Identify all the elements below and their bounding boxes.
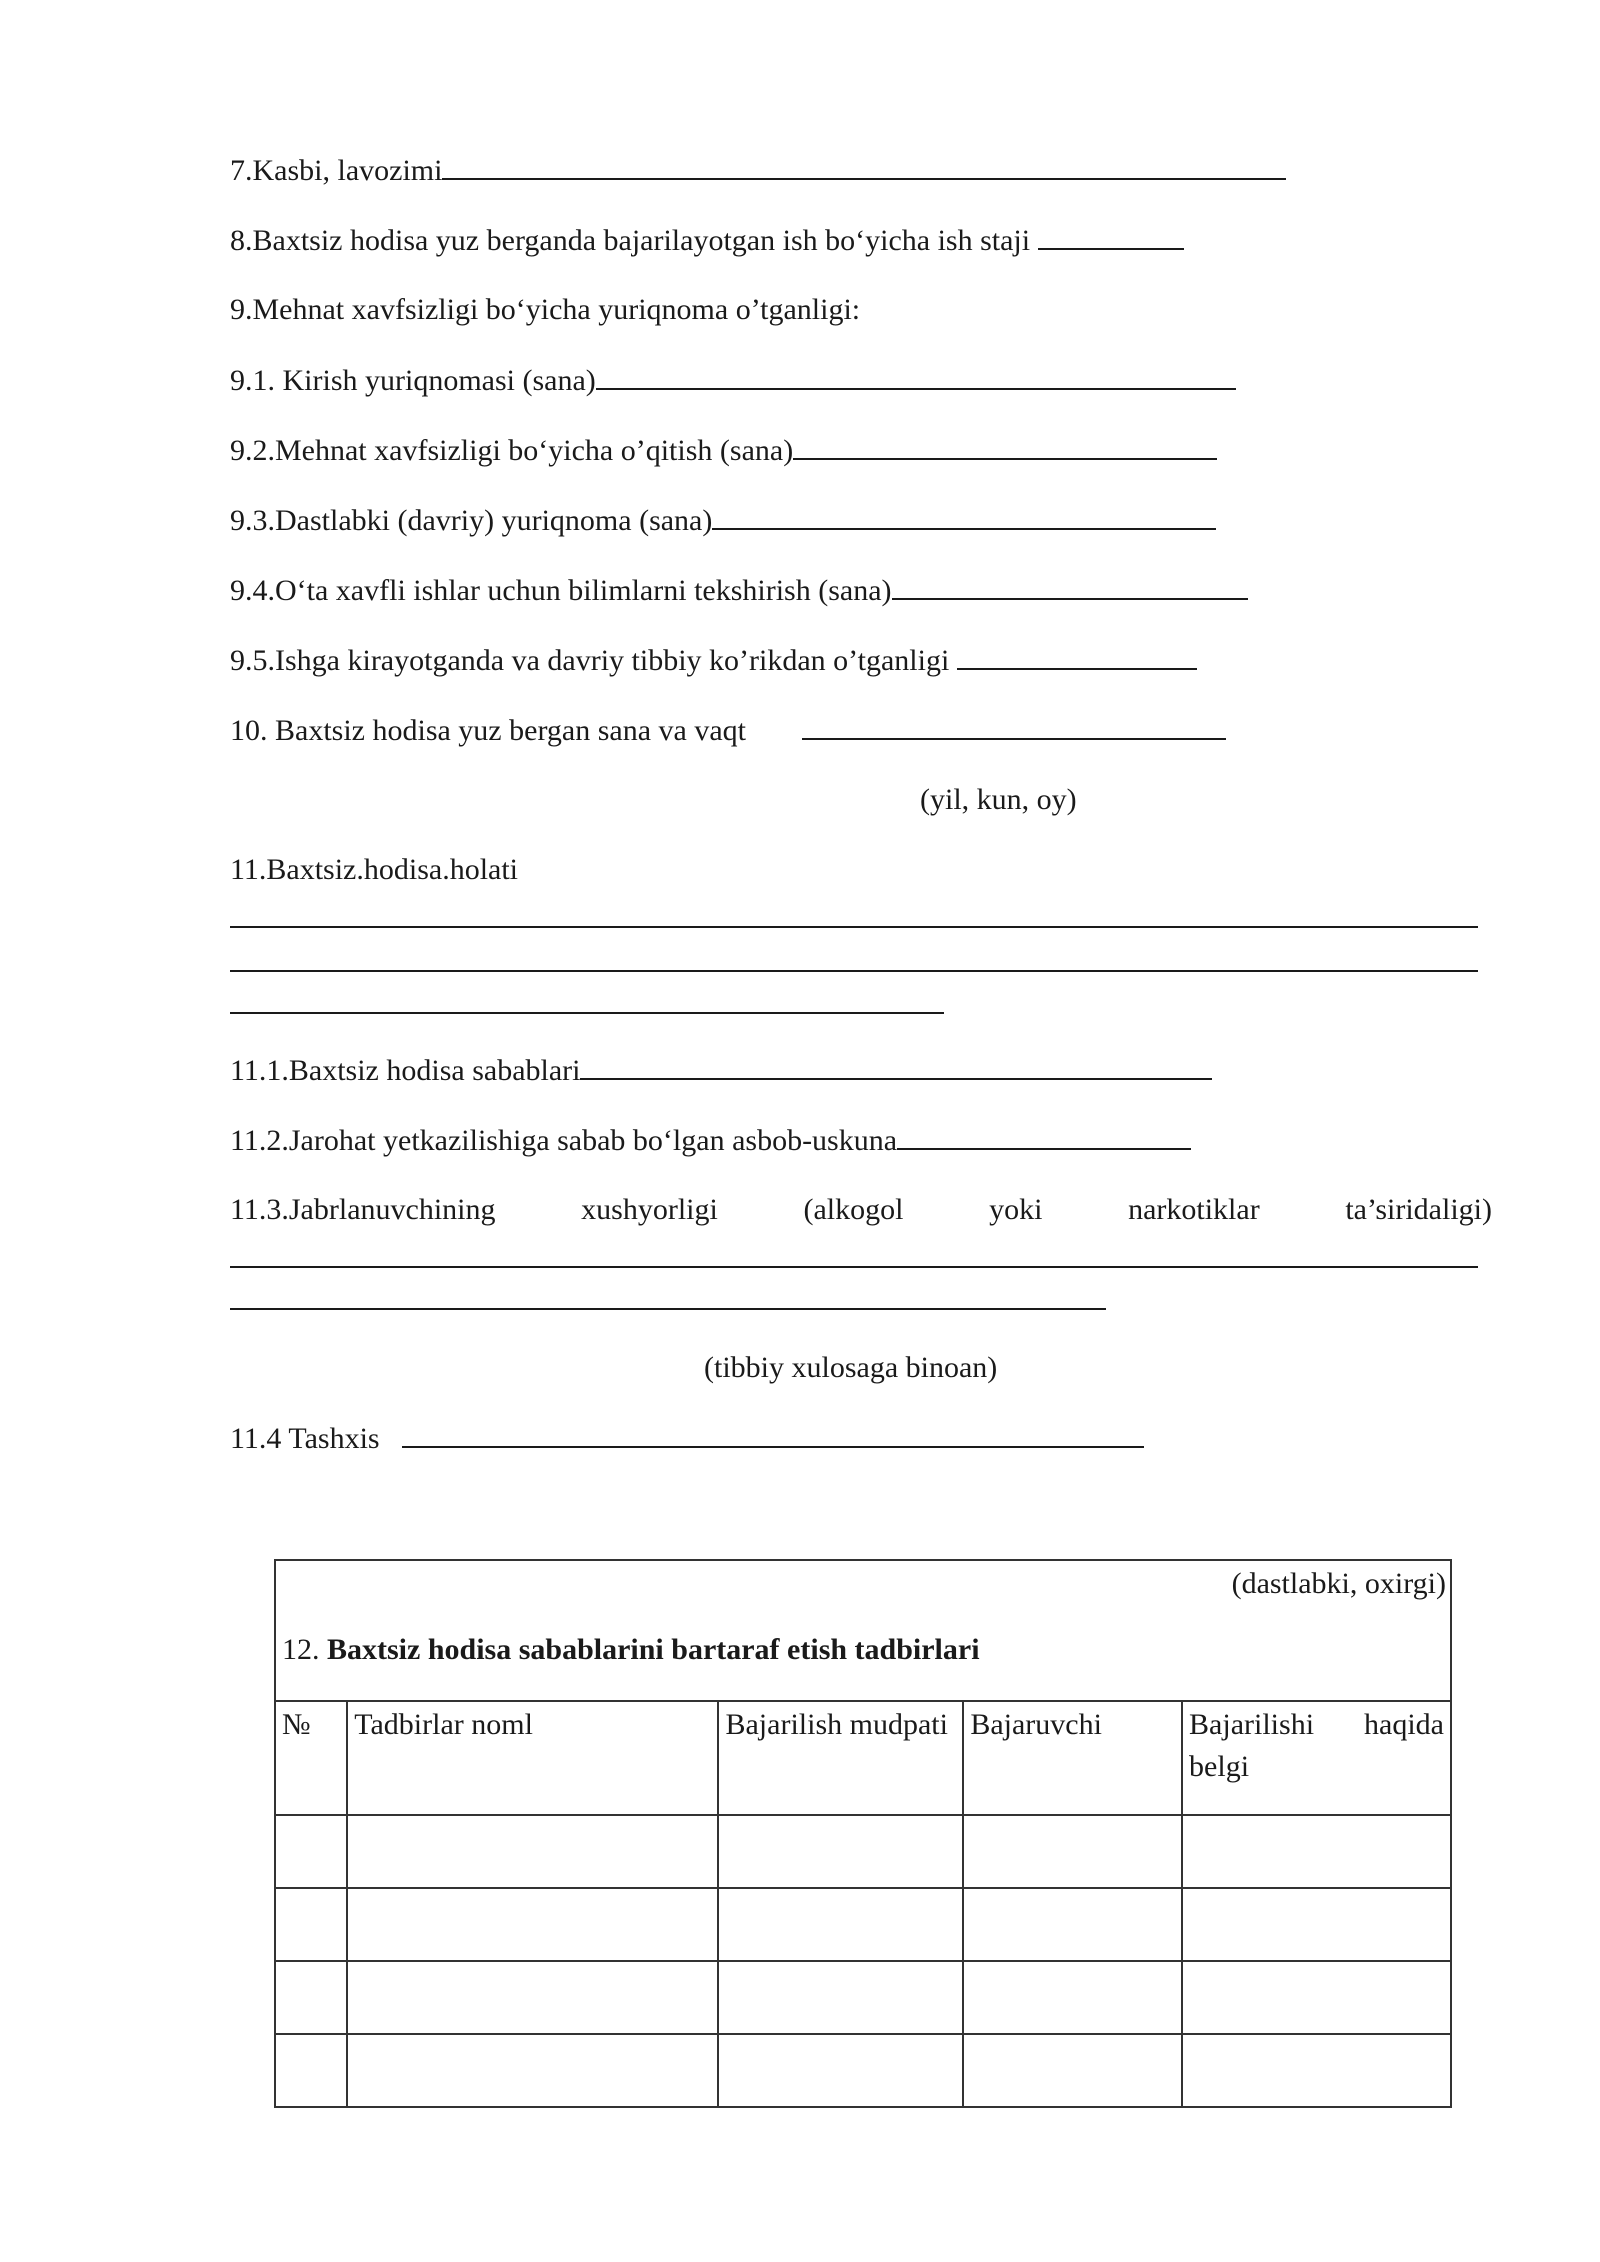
item-11-blank-line-2[interactable]: [230, 970, 1478, 972]
item-11-3-blank-line-2[interactable]: [230, 1308, 1106, 1310]
table-cell[interactable]: [963, 1961, 1182, 2034]
table-corner-note: (dastlabki, oxirgi): [1231, 1567, 1446, 1600]
item-11-1-row: [230, 1052, 1212, 1089]
table-cell[interactable]: [347, 1888, 718, 1961]
item-11-3-row: [230, 1192, 1492, 1228]
table-cell[interactable]: [347, 1961, 718, 2034]
table-cell[interactable]: [1182, 1815, 1451, 1888]
item-8-row: [230, 222, 1184, 259]
item-10-blank[interactable]: [802, 712, 1226, 740]
table-title-number: 12.: [282, 1633, 320, 1666]
item-11-3-word: xushyorligi: [581, 1193, 718, 1226]
table-cell[interactable]: [1182, 1961, 1451, 2034]
table-header-row: [275, 1701, 1451, 1815]
table-cell[interactable]: [963, 1815, 1182, 1888]
item-9-5-blank[interactable]: [957, 642, 1197, 670]
item-10-row: [230, 712, 1226, 749]
item-9-3-row: [230, 502, 1216, 539]
header-completion-mark-word: haqida: [1364, 1708, 1444, 1741]
table-cell[interactable]: [1182, 2034, 1451, 2107]
item-9-3-label: 9.3.Dastlabki (davriy) yuriqnoma (sana): [230, 504, 713, 537]
item-11-4-label: 11.4 Tashxis: [230, 1422, 380, 1455]
table-cell[interactable]: [275, 1961, 347, 2034]
item-9-1-blank[interactable]: [596, 362, 1236, 390]
header-measure-name: Tadbirlar noml: [347, 1701, 718, 1815]
header-executor: Bajaruvchi: [963, 1701, 1182, 1815]
item-10-label: 10. Baxtsiz hodisa yuz bergan sana va vaqt: [230, 714, 746, 747]
table-title-row: [275, 1560, 1451, 1701]
item-9-4-blank[interactable]: [892, 572, 1248, 600]
item-8-label: 8.Baxtsiz hodisa yuz berganda bajarilayotgan ish bo‘yicha ish staji: [230, 224, 1031, 257]
item-9-2-blank[interactable]: [793, 432, 1217, 460]
item-11-blank-line-3[interactable]: [230, 1012, 944, 1014]
item-9-heading: 9.Mehnat xavfsizligi bo‘yicha yuriqnoma o’tganligi:: [230, 293, 861, 326]
item-9-5-row: [230, 642, 1197, 679]
table-cell[interactable]: [718, 2034, 963, 2107]
header-completion-mark-word: Bajarilishi: [1189, 1708, 1315, 1741]
item-9-2-label: 9.2.Mehnat xavfsizligi bo‘yicha o’qitish (sana): [230, 434, 794, 467]
table-cell[interactable]: [275, 1815, 347, 1888]
table-cell[interactable]: [963, 2034, 1182, 2107]
item-11-1-label: 11.1.Baxtsiz hodisa sabablari: [230, 1054, 581, 1087]
item-11-3-word: narkotiklar: [1128, 1193, 1260, 1226]
item-9-1-row: [230, 362, 1236, 399]
item-11-3-blank-line-1[interactable]: [230, 1266, 1478, 1268]
item-11-3-word: ta’siridaligi): [1345, 1193, 1492, 1226]
table-row: [275, 1888, 1451, 1961]
table-row: [275, 1815, 1451, 1888]
header-completion-mark-word: belgi: [1189, 1750, 1250, 1783]
table-cell[interactable]: [347, 2034, 718, 2107]
item-8-blank[interactable]: [1038, 222, 1184, 250]
item-11-3-note: (tibbiy xulosaga binoan): [704, 1351, 998, 1384]
item-9-4-row: [230, 572, 1248, 609]
item-7-blank[interactable]: [442, 152, 1286, 180]
item-9-4-label: 9.4.O‘ta xavfli ishlar uchun bilimlarni tekshirish (sana): [230, 574, 892, 607]
item-9-3-blank[interactable]: [712, 502, 1216, 530]
item-11-3-word: yoki: [989, 1193, 1043, 1226]
table-row: [275, 1961, 1451, 2034]
item-9-2-row: [230, 432, 1217, 469]
item-11-4-row: [230, 1420, 1144, 1457]
item-11-label: 11.Baxtsiz.hodisa.holati: [230, 853, 519, 886]
table-cell[interactable]: [275, 2034, 347, 2107]
item-11-blank-line-1[interactable]: [230, 926, 1478, 928]
item-9-1-label: 9.1. Kirish yuriqnomasi (sana): [230, 364, 596, 397]
measures-table: [274, 1559, 1452, 2108]
item-11-1-blank[interactable]: [580, 1052, 1212, 1080]
table-title-cell: [275, 1560, 1451, 1701]
item-11-2-blank[interactable]: [897, 1122, 1191, 1150]
table-cell[interactable]: [718, 1888, 963, 1961]
header-number: №: [275, 1701, 347, 1815]
item-11-2-label: 11.2.Jarohat yetkazilishiga sabab bo‘lgan asbob-uskuna: [230, 1124, 898, 1157]
table-title-text: Baxtsiz hodisa sabablarini bartaraf etish tadbirlari: [327, 1633, 980, 1666]
table-cell[interactable]: [963, 1888, 1182, 1961]
table-cell[interactable]: [347, 1815, 718, 1888]
table-cell[interactable]: [718, 1961, 963, 2034]
header-deadline: Bajarilish mudpati: [718, 1701, 963, 1815]
table-cell[interactable]: [275, 1888, 347, 1961]
header-completion-mark: [1182, 1701, 1451, 1815]
item-11-2-row: [230, 1122, 1191, 1159]
item-11-3-word: (alkogol: [803, 1193, 904, 1226]
item-10-note: (yil, kun, oy): [920, 783, 1077, 816]
table-cell[interactable]: [718, 1815, 963, 1888]
item-11-3-word: 11.3.Jabrlanuvchining: [230, 1193, 496, 1226]
item-7-row: [230, 152, 1286, 189]
item-11-4-blank[interactable]: [402, 1420, 1144, 1448]
item-7-label: 7.Kasbi, lavozimi: [230, 154, 443, 187]
item-9-5-label: 9.5.Ishga kirayotganda va davriy tibbiy ko’rikdan o’tganligi: [230, 644, 950, 677]
table-title: [282, 1629, 980, 1671]
table-row: [275, 2034, 1451, 2107]
table-cell[interactable]: [1182, 1888, 1451, 1961]
